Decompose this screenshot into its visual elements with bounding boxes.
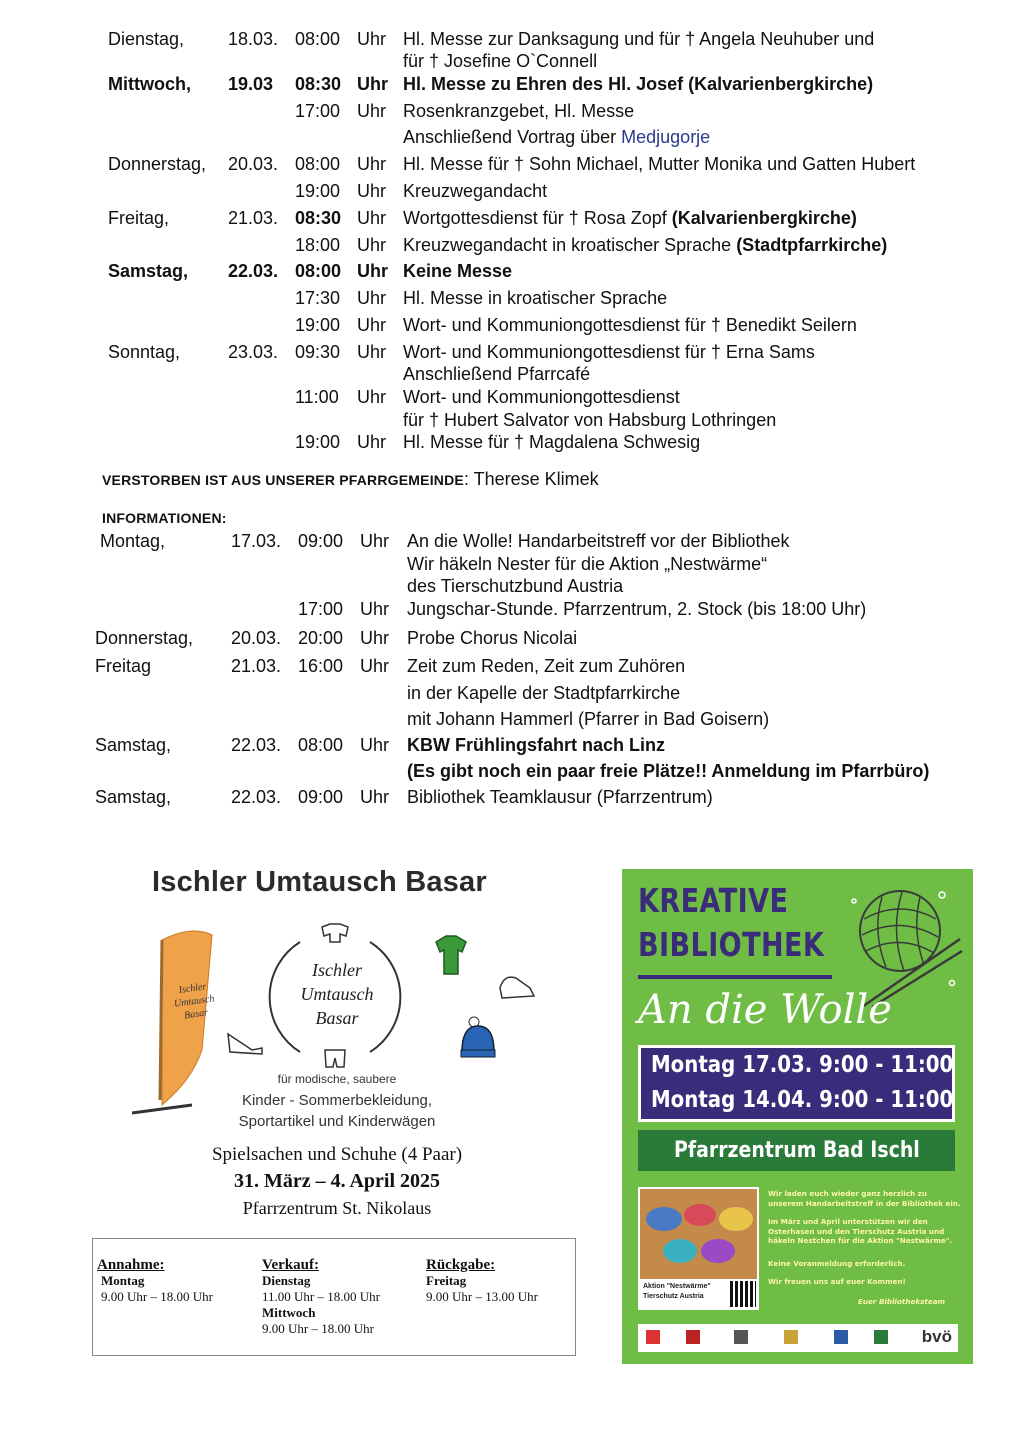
uhr: Uhr (357, 432, 387, 452)
basar-dates: 31. März – 4. April 2025 (233, 1170, 441, 1192)
basar-logo-text (292, 958, 382, 1030)
event-text (403, 234, 887, 257)
time: 18:00 (295, 235, 341, 255)
rueckgabe-heading: Rückgabe: (426, 1257, 496, 1273)
basar-title: Ischler Umtausch Basar (152, 866, 487, 898)
event-text-cont: für † Josefine O`Connell (403, 51, 598, 71)
day: Freitag, (108, 208, 170, 228)
sneaker-icon (226, 1024, 266, 1058)
date: 22.03. (231, 787, 282, 807)
time: 19:00 (295, 181, 341, 201)
uhr: Uhr (360, 735, 390, 755)
medjugorje-link[interactable]: Medjugorje (621, 127, 711, 147)
poster-date-1: Montag 17.03. 9:00 - 11:00 (651, 1052, 954, 1078)
poster-date-2: Montag 14.04. 9:00 - 11:00 (651, 1087, 954, 1113)
day: Samstag, (95, 735, 172, 755)
time: 17:00 (295, 101, 341, 121)
beach-flag-icon (122, 920, 222, 1120)
basar-times-box (92, 1238, 576, 1356)
date: 18.03. (228, 29, 279, 49)
date: 22.03. (231, 735, 282, 755)
sponsor-logos (638, 1324, 958, 1352)
uhr: Uhr (360, 628, 390, 648)
sneaker-icon (496, 970, 536, 1004)
time: 09:30 (295, 342, 341, 362)
verkauf-day: Dienstag (262, 1273, 311, 1288)
event-location: (Kalvarienbergkirche) (671, 208, 857, 228)
date: 22.03. (228, 261, 279, 281)
event-text: Kreuzwegandacht (403, 181, 548, 201)
day: Montag, (100, 531, 166, 551)
verkauf-time: 11.00 Uhr – 18.00 Uhr (262, 1289, 380, 1304)
poster-text-3: Keine Voranmeldung erforderlich. (768, 1259, 906, 1268)
event-text-cont (403, 126, 710, 149)
event-text-cont: für † Hubert Salvator von Habsburg Lothringen (403, 410, 777, 430)
poster-divider (638, 975, 832, 979)
info-heading: INFORMATIONEN: (102, 510, 227, 526)
logo-text-line: Ischler (312, 960, 362, 980)
kreative-bibliothek-poster (622, 869, 973, 1364)
event-text: Hl. Messe zu Ehren des Hl. Josef (Kalvarienbergkirche) (403, 74, 874, 94)
crochet-baskets-icon (640, 1189, 759, 1279)
yarn-nests-photo (638, 1187, 759, 1310)
qr-code-icon[interactable] (730, 1281, 756, 1307)
uhr: Uhr (357, 74, 388, 94)
time: 16:00 (298, 656, 344, 676)
date: 20.03. (228, 154, 279, 174)
basar-desc1: für modische, saubere (277, 1072, 397, 1086)
bvoe-logo: bvö (921, 1327, 952, 1346)
event-text: Hl. Messe in kroatischer Sprache (403, 288, 668, 308)
event-text: Hl. Messe für † Magdalena Schwesig (403, 432, 701, 452)
uhr: Uhr (357, 342, 387, 362)
event-text: Zeit zum Reden, Zeit zum Zuhören (407, 656, 686, 676)
annahme-day: Montag (101, 1273, 145, 1288)
event-text: Wort- und Kommuniongottesdienst für † Erna Sams (403, 342, 815, 362)
event-text: Jungschar-Stunde. Pfarrzentrum, 2. Stock (bis 18:00 Uhr) (407, 599, 867, 619)
basar-advert (92, 850, 582, 1255)
basar-desc4: Spielsachen und Schuhe (4 Paar) (211, 1144, 463, 1165)
event-text-cont: mit Johann Hammerl (Pfarrer in Bad Goisern) (407, 709, 770, 729)
verkauf-col (262, 1257, 380, 1337)
annahme-col (97, 1257, 213, 1305)
logo-icon (686, 1330, 700, 1344)
event-text: Wort- und Kommuniongottesdienst (403, 387, 680, 407)
poster-location-text: Pfarrzentrum Bad Ischl (673, 1138, 920, 1163)
event-text: Rosenkranzgebet, Hl. Messe (403, 101, 635, 121)
uhr: Uhr (360, 787, 390, 807)
date: 21.03. (231, 656, 282, 676)
uhr: Uhr (357, 261, 388, 281)
uhr: Uhr (357, 208, 387, 228)
basar-desc3: Sportartikel und Kinderwägen (238, 1113, 436, 1130)
day: Samstag, (95, 787, 172, 807)
uhr: Uhr (360, 656, 390, 676)
poster-title-1: KREATIVE (638, 881, 789, 920)
poster-text-4: Wir freuen uns auf euer Kommen! (768, 1277, 906, 1286)
uhr: Uhr (357, 315, 387, 335)
logo-icon (834, 1330, 848, 1344)
event-text-cont: (Es gibt noch ein paar freie Plätze!! Anmeldung im Pfarrbüro) (407, 761, 930, 781)
date: 21.03. (228, 208, 279, 228)
basar-desc2: Kinder - Sommerbekleidung, (241, 1092, 433, 1109)
uhr: Uhr (357, 154, 387, 174)
poster-location (638, 1130, 955, 1171)
poster-title-2: BIBLIOTHEK (638, 925, 825, 964)
beanie-icon (458, 1016, 498, 1060)
day: Donnerstag, (95, 628, 194, 648)
time: 08:00 (295, 29, 341, 49)
time: 19:00 (295, 315, 341, 335)
time: 20:00 (298, 628, 344, 648)
time: 08:00 (298, 735, 344, 755)
day: Mittwoch, (108, 74, 191, 94)
event-text-cont: Anschließend Pfarrcafé (403, 364, 591, 384)
date: 23.03. (228, 342, 279, 362)
day: Samstag, (108, 261, 189, 281)
event-text-cont: in der Kapelle der Stadtpfarrkirche (407, 683, 681, 703)
time: 19:00 (295, 432, 341, 452)
deceased-name: : Therese Klimek (463, 469, 599, 489)
rueckgabe-day: Freitag (426, 1273, 467, 1288)
flag-text-line: Umtausch (173, 993, 216, 1010)
uhr: Uhr (357, 29, 387, 49)
poster-sign: Euer Bibliotheksteam (858, 1297, 946, 1306)
logo-icon (646, 1330, 660, 1344)
uhr: Uhr (360, 599, 390, 619)
uhr: Uhr (360, 531, 390, 551)
event-text-cont: Wir häkeln Nester für die Aktion „Nestwärme“ (407, 554, 768, 574)
time: 09:00 (298, 531, 344, 551)
event-text: Keine Messe (403, 261, 513, 281)
logo-icon (734, 1330, 748, 1344)
flag-text (171, 979, 217, 1023)
flag-text-line: Ischler (177, 981, 207, 997)
event-text-cont: des Tierschutzbund Austria (407, 576, 624, 596)
date: 19.03 (228, 74, 274, 94)
date: 17.03. (231, 531, 282, 551)
time: 17:00 (298, 599, 344, 619)
photo-caption-line: Aktion "Nestwärme" (643, 1283, 711, 1290)
logo-text-line: Basar (315, 1008, 359, 1028)
flag-text-line: Basar (183, 1007, 209, 1022)
day: Freitag (95, 656, 152, 676)
poster-text-1: Wir laden euch wieder ganz herzlich zu unserem Handarbeitstreff in der Bibliothek ein. (768, 1189, 961, 1208)
event-text (403, 207, 857, 230)
poster-dates-box (638, 1045, 955, 1122)
rueckgabe-col (426, 1257, 538, 1305)
event-text: KBW Frühlingsfahrt nach Linz (407, 735, 665, 755)
logo-icon (874, 1330, 888, 1344)
deceased-notice (102, 469, 599, 490)
day: Donnerstag, (108, 154, 207, 174)
logo-icon (784, 1330, 798, 1344)
rueckgabe-time: 9.00 Uhr – 13.00 Uhr (426, 1289, 538, 1304)
shirt-icon (428, 932, 474, 978)
event-text-main: Wortgottesdienst für † Rosa Zopf (403, 208, 672, 228)
event-text-main: Kreuzwegandacht in kroatischer Sprache (403, 235, 737, 255)
event-text: An die Wolle! Handarbeitstreff vor der Bibliothek (407, 531, 790, 551)
poster-text-2: Im März und April unterstützen wir den Osterhasen und den Tierschutz Austria und häkeln Nestchen für die Aktion "Nestwärme". (768, 1217, 953, 1245)
annahme-heading: Annahme: (97, 1257, 165, 1273)
verkauf-time: 9.00 Uhr – 18.00 Uhr (262, 1321, 374, 1336)
time: 08:30 (295, 208, 342, 228)
verkauf-day: Mittwoch (262, 1305, 316, 1320)
logo-text-line: Umtausch (300, 984, 374, 1004)
event-text: Wort- und Kommuniongottesdienst für † Benedikt Seilern (403, 315, 857, 335)
event-text: Bibliothek Teamklausur (Pfarrzentrum) (407, 787, 713, 807)
uhr: Uhr (357, 235, 387, 255)
time: 11:00 (295, 387, 339, 407)
time: 09:00 (298, 787, 344, 807)
time: 17:30 (295, 288, 341, 308)
poster-subtitle: An die Wolle (638, 987, 892, 1033)
event-text-prefix: Anschließend Vortrag über (403, 127, 622, 147)
day: Dienstag, (108, 29, 185, 49)
uhr: Uhr (357, 288, 387, 308)
event-text: Hl. Messe zur Danksagung und für † Angela Neuhuber und (403, 29, 875, 49)
deceased-label: VERSTORBEN IST AUS UNSERER PFARRGEMEINDE (102, 472, 464, 488)
verkauf-heading: Verkauf: (262, 1257, 319, 1273)
basar-place: Pfarrzentrum St. Nikolaus (242, 1198, 432, 1218)
uhr: Uhr (357, 181, 387, 201)
date: 20.03. (231, 628, 282, 648)
time: 08:00 (295, 261, 342, 281)
day: Sonntag, (108, 342, 181, 362)
event-text: Hl. Messe für † Sohn Michael, Mutter Monika und Gatten Hubert (403, 154, 916, 174)
uhr: Uhr (357, 387, 387, 407)
event-location: (Stadtpfarrkirche) (736, 235, 888, 255)
photo-caption-line: Tierschutz Austria (643, 1293, 704, 1300)
uhr: Uhr (357, 101, 387, 121)
annahme-time: 9.00 Uhr – 18.00 Uhr (101, 1289, 213, 1304)
time: 08:30 (295, 74, 342, 94)
event-text: Probe Chorus Nicolai (407, 628, 578, 648)
time: 08:00 (295, 154, 341, 174)
